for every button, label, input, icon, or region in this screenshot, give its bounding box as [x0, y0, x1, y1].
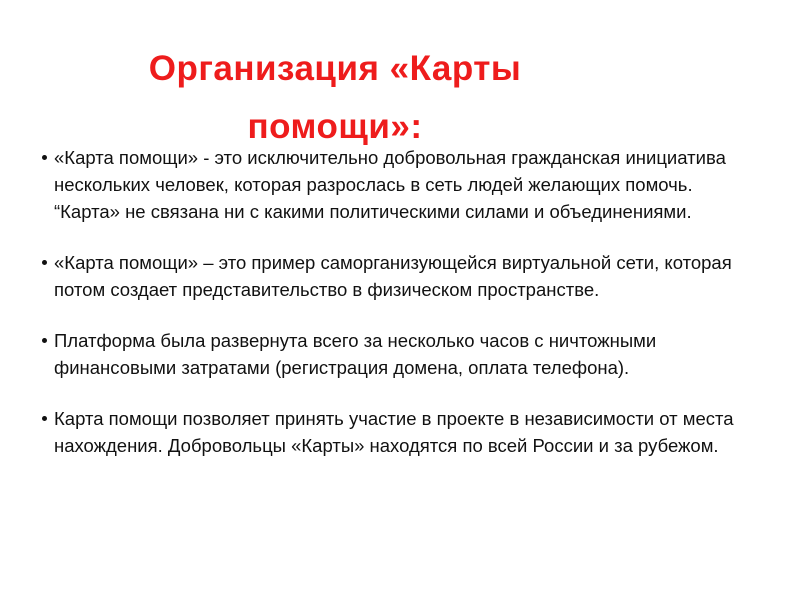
bullet-list — [42, 144, 742, 459]
bullet-dot-icon — [42, 338, 47, 343]
bullet-item — [42, 249, 742, 303]
bullet-item — [42, 405, 742, 459]
bullet-item — [42, 144, 742, 225]
bullet-dot-icon — [42, 155, 47, 160]
bullet-item — [42, 327, 742, 381]
slide-title: Организация «Карты помощи»: — [148, 49, 522, 146]
bullet-dot-icon — [42, 260, 47, 265]
bullet-text: «Карта помощи» - это исключительно добровольная гражданская инициатива нескольких человек, которая разрослась в сеть людей желающих помочь. “Карта» не связана ни с какими политическими силами и объединениями. — [54, 147, 726, 222]
bullet-text: «Карта помощи» – это пример саморганизующейся виртуальной сети, которая потом создает представительство в физическом пространстве. — [54, 252, 732, 300]
bullet-text: Платформа была развернута всего за несколько часов с ничтожными финансовыми затратами (регистрация домена, оплата телефона). — [54, 330, 657, 378]
bullet-text: Карта помощи позволяет принять участие в проекте в независимости от места нахождения. Добровольцы «Карты» находятся по всей России и за рубежом. — [54, 408, 734, 456]
bullet-dot-icon — [42, 416, 47, 421]
